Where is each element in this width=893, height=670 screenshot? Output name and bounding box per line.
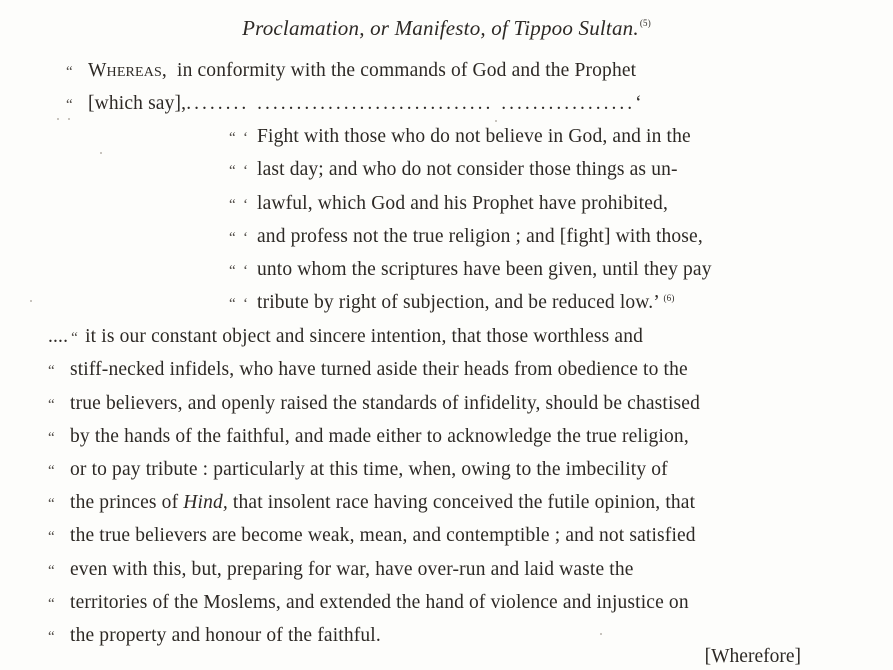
quote-mark: “ xyxy=(48,430,55,446)
ellipsis-dots: .... xyxy=(48,326,69,347)
continuation-line xyxy=(48,326,643,348)
inner-quote-mark: ‘ xyxy=(243,263,249,279)
quote-mark: “ xyxy=(48,397,55,413)
line-text: Fight with those who do not believe in God, and in the xyxy=(257,126,691,147)
verse-line xyxy=(229,292,674,314)
whereas-word: Whereas, xyxy=(88,60,167,81)
quote-mark: “ xyxy=(229,130,236,146)
paper-speck xyxy=(68,118,70,120)
verse-line xyxy=(229,159,678,181)
line-text: lawful, which God and his Prophet have prohibited, xyxy=(257,193,668,214)
quote-mark: “ xyxy=(229,230,236,246)
line-text: the property and honour of the faithful. xyxy=(70,625,381,646)
body-line xyxy=(48,592,689,614)
body-line xyxy=(48,559,634,581)
line-text: the true believers are become weak, mean, and contemptible ; and not satisfied xyxy=(70,525,696,546)
verse-footnote-marker: (6) xyxy=(663,293,675,303)
quote-mark: “ xyxy=(229,197,236,213)
line-text: and profess not the true religion ; and [fight] with those, xyxy=(257,226,703,247)
quote-mark: “ xyxy=(71,330,78,346)
closing-quote-mark: ‘ xyxy=(635,93,642,114)
text-line-2 xyxy=(66,93,642,115)
paper-speck xyxy=(600,633,602,635)
title-text: Proclamation, or Manifesto, of Tippoo Sultan. xyxy=(242,16,639,40)
ellipsis-dots: ........ .............................. ................. xyxy=(186,93,636,114)
catchword: [Wherefore] xyxy=(704,646,801,667)
quote-mark: “ xyxy=(229,163,236,179)
inner-quote-mark: ‘ xyxy=(243,130,249,146)
body-line xyxy=(48,426,689,448)
quote-mark: “ xyxy=(229,263,236,279)
paper-speck xyxy=(100,152,102,154)
quote-mark: “ xyxy=(48,629,55,645)
title-footnote-marker: (5) xyxy=(639,18,651,28)
line-text: last day; and who do not consider those things as un- xyxy=(257,159,678,180)
inner-quote-mark: ‘ xyxy=(243,163,249,179)
inner-quote-mark: ‘ xyxy=(243,296,249,312)
line-text: territories of the Moslems, and extended the hand of violence and injustice on xyxy=(70,592,689,613)
verse-line xyxy=(229,126,691,148)
quote-mark: “ xyxy=(66,97,73,113)
verse-line xyxy=(229,226,703,248)
quote-mark: “ xyxy=(48,496,55,512)
verse-line xyxy=(229,193,668,215)
paper-speck xyxy=(495,120,497,122)
line-text: unto whom the scriptures have been given, until they pay xyxy=(257,259,712,280)
quote-mark: “ xyxy=(48,596,55,612)
line-text: tribute by right of subjection, and be reduced low.’ xyxy=(257,292,659,313)
line-text: the princes of xyxy=(70,492,179,513)
verse-line xyxy=(229,259,712,281)
quote-mark: “ xyxy=(229,296,236,312)
body-line xyxy=(48,492,695,514)
body-line xyxy=(48,459,668,481)
text-line-1 xyxy=(66,60,636,82)
quote-mark: “ xyxy=(48,529,55,545)
body-line xyxy=(48,525,696,547)
page-title xyxy=(0,16,893,41)
paper-speck xyxy=(30,300,32,302)
quote-mark: “ xyxy=(66,64,73,80)
inner-quote-mark: ‘ xyxy=(243,197,249,213)
line-text: true believers, and openly raised the standards of infidelity, should be chastised xyxy=(70,393,700,414)
quote-mark: “ xyxy=(48,563,55,579)
line-text: [which say], xyxy=(88,93,187,114)
line-text: it is our constant object and sincere intention, that those worthless and xyxy=(85,326,644,347)
line-text: by the hands of the faithful, and made either to acknowledge the true religion, xyxy=(70,426,689,447)
line-text: in conformity with the commands of God and the Prophet xyxy=(177,60,637,81)
line-text: that insolent race having conceived the futile opinion, that xyxy=(232,492,696,513)
quote-mark: “ xyxy=(48,463,55,479)
line-text: or to pay tribute : particularly at this time, when, owing to the imbecility of xyxy=(70,459,668,480)
body-line xyxy=(48,625,381,647)
paper-speck xyxy=(57,118,59,120)
italic-place-name: Hind, xyxy=(183,492,228,513)
body-line xyxy=(48,359,688,381)
line-text: stiff-necked infidels, who have turned aside their heads from obedience to the xyxy=(70,359,688,380)
quote-mark: “ xyxy=(48,363,55,379)
body-line xyxy=(48,393,700,415)
inner-quote-mark: ‘ xyxy=(243,230,249,246)
line-text: even with this, but, preparing for war, have over-run and laid waste the xyxy=(70,559,634,580)
